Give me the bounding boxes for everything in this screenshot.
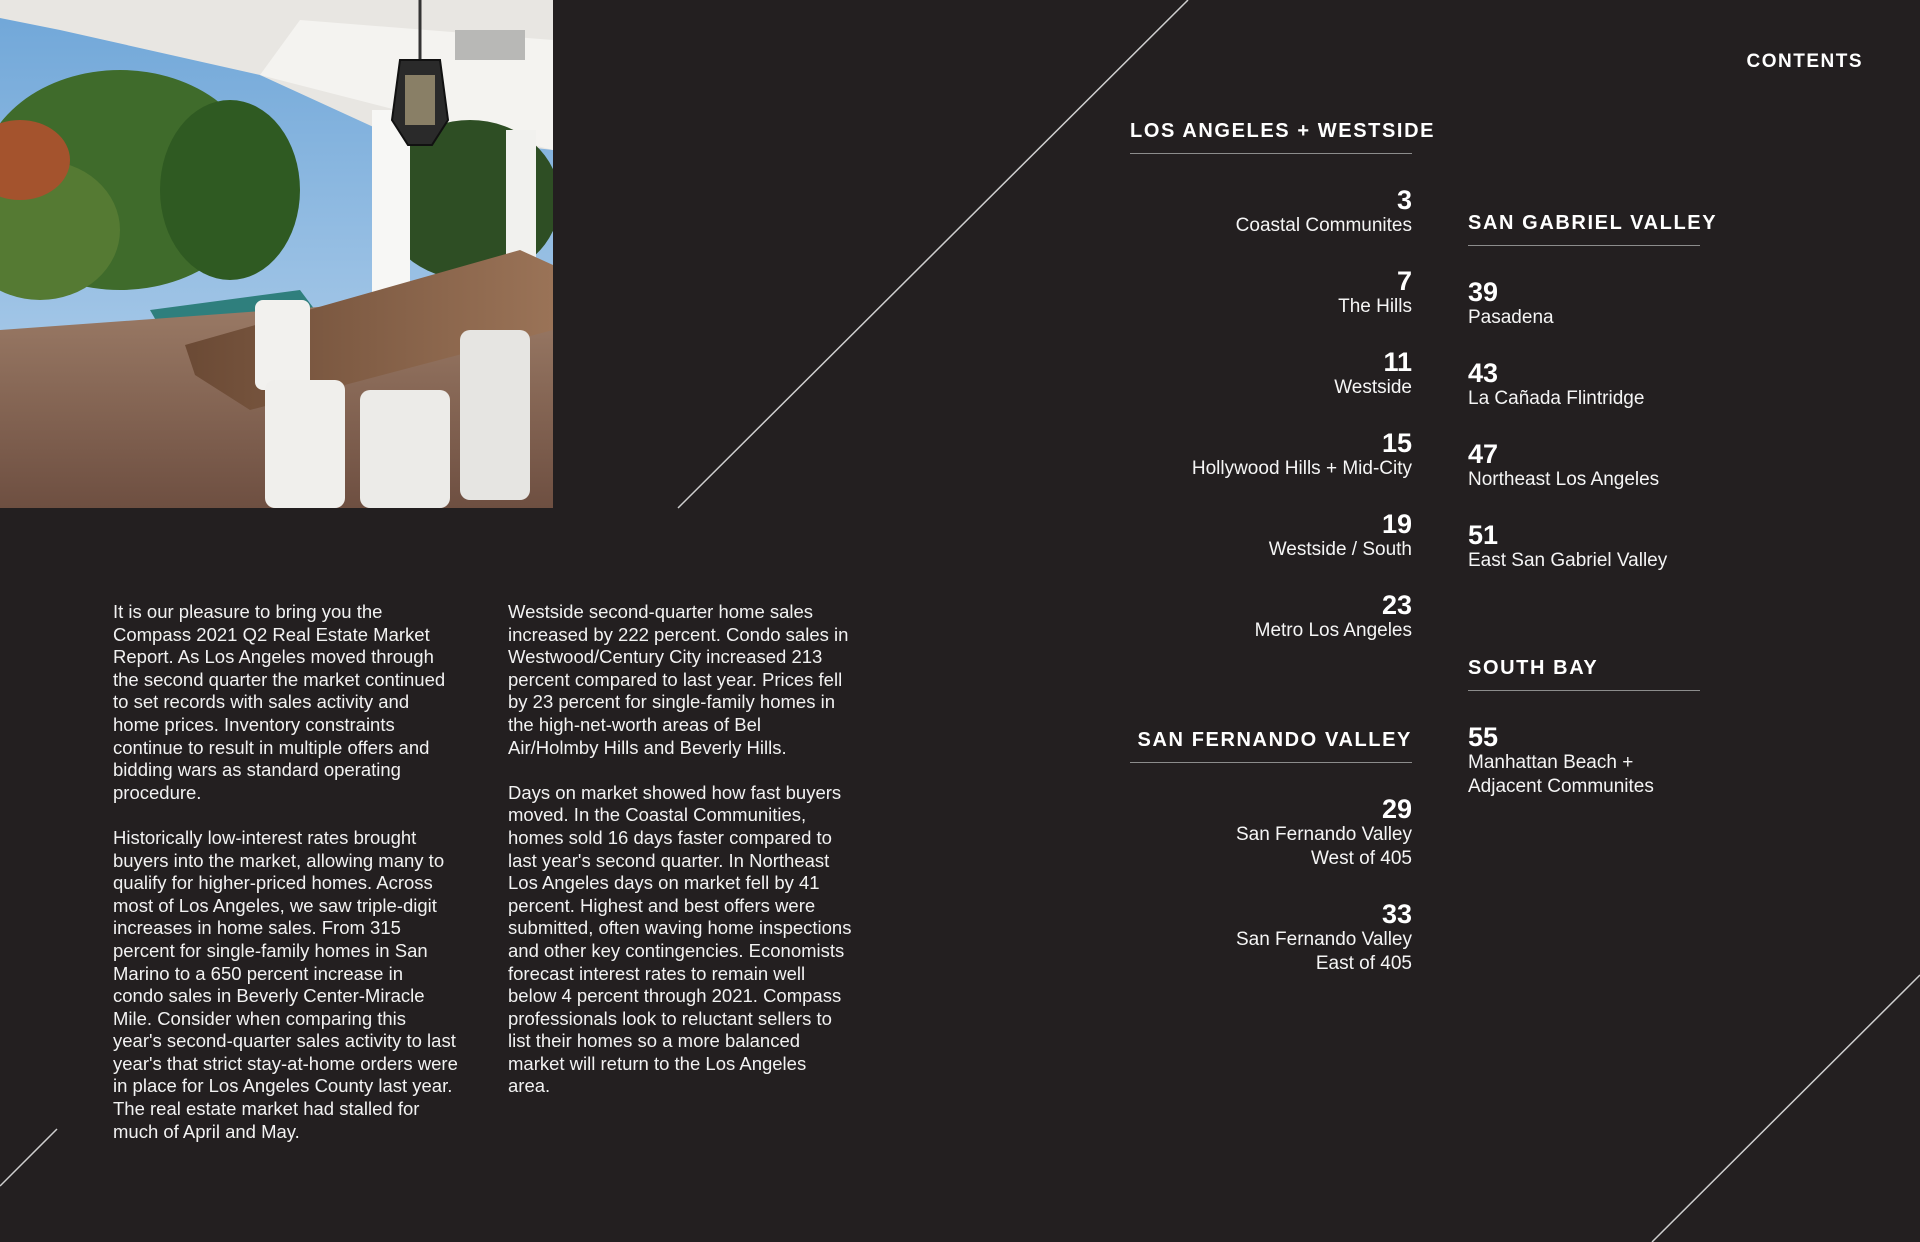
toc-entry[interactable] <box>1130 429 1412 481</box>
toc-entry[interactable] <box>1130 186 1412 238</box>
entry-label-line2: Adjacent Communites <box>1468 776 1654 797</box>
entry-label: Coastal Communites <box>1235 215 1412 236</box>
page-number: 23 <box>1381 590 1412 620</box>
entry-label-line2: East of 405 <box>1315 953 1412 974</box>
page-number: 7 <box>1396 266 1412 296</box>
toc-section-san-gabriel <box>1468 212 1718 573</box>
entry-label: Pasadena <box>1468 307 1554 328</box>
page-number: 39 <box>1468 277 1499 307</box>
intro-paragraph: Days on market showed how fast buyers moved. In the Coastal Communities, homes sold 16 days faster compared to last year's second quarter. In Northeast Los Angeles days on market fell by 41 percent. Highest and best offers were submitted, often waving home inspections and other key contingencies. Economists forecast interest rates to remain well below 4 percent through 2021. Compass professionals look to reluctant sellers to list their homes so a more balanced market will return to the Los Angeles area. <box>508 781 852 1097</box>
entry-label: Manhattan Beach + <box>1468 752 1634 773</box>
toc-entry[interactable] <box>1468 723 1700 799</box>
page-number: 11 <box>1383 347 1412 377</box>
toc-entry[interactable] <box>1468 440 1700 492</box>
toc-entry[interactable] <box>1468 278 1700 330</box>
intro-paragraph: It is our pleasure to bring you the Compass 2021 Q2 Real Estate Market Report. As Los Angeles moved through the second quarter the market continued to set records with sales activity and home prices. Inventory constraints continue to result in multiple offers and bidding wars as standard operating procedure. <box>113 601 446 803</box>
entry-label: Metro Los Angeles <box>1254 620 1412 641</box>
entry-label: Westside <box>1334 377 1412 398</box>
toc-entry[interactable] <box>1130 348 1412 400</box>
page-number: 15 <box>1381 428 1412 458</box>
entry-label: La Cañada Flintridge <box>1468 388 1645 409</box>
toc-section-south-bay <box>1468 657 1700 799</box>
section-title: LOS ANGELES + WESTSIDE <box>1130 120 1412 154</box>
page-number: 33 <box>1381 899 1412 929</box>
section-title: SAN GABRIEL VALLEY <box>1468 212 1700 246</box>
patio-dining-photo <box>0 0 553 508</box>
toc-entry[interactable] <box>1130 900 1412 976</box>
toc-section-san-fernando <box>1130 729 1412 976</box>
intro-column-2 <box>508 601 853 1121</box>
intro-column-1 <box>113 601 458 1166</box>
toc-entry[interactable] <box>1130 267 1412 319</box>
toc-entry[interactable] <box>1468 521 1700 573</box>
entry-label: San Fernando Valley <box>1235 929 1412 950</box>
toc-section-la-westside <box>1130 120 1436 643</box>
entry-label: Hollywood Hills + Mid-City <box>1191 458 1412 479</box>
toc-entry[interactable] <box>1130 510 1412 562</box>
section-title: SAN FERNANDO VALLEY <box>1130 729 1412 763</box>
toc-entry[interactable] <box>1468 359 1700 411</box>
page-number: 19 <box>1381 509 1412 539</box>
entry-label: Northeast Los Angeles <box>1468 469 1660 490</box>
page-number: 47 <box>1468 439 1499 469</box>
intro-paragraph: Historically low-interest rates brought buyers into the market, allowing many to qualify for higher-priced homes. Across most of Los Angeles, we saw triple-digit increases in home sales. From 315 percent for single-family homes in San Marino to a 650 percent increase in condo sales in Beverly Center-Miracle Mile. Consider when comparing this year's second-quarter sales activity to last year's that strict stay-at-home orders were in place for Los Angeles County last year. The real estate market had stalled for much of April and May. <box>113 826 458 1142</box>
entry-label: East San Gabriel Valley <box>1468 550 1668 571</box>
section-title: SOUTH BAY <box>1468 657 1700 691</box>
entry-label-line2: West of 405 <box>1310 848 1412 869</box>
page-number: 29 <box>1381 794 1412 824</box>
intro-paragraph: Westside second-quarter home sales increased by 222 percent. Condo sales in Westwood/Century City increased 213 percent compared to last year. Prices fell by 23 percent for single-family homes in the high-net-worth areas of Bel Air/Holmby Hills and Beverly Hills. <box>508 601 849 758</box>
toc-entry[interactable] <box>1130 591 1412 643</box>
contents-label: CONTENTS <box>1746 51 1863 72</box>
entry-label: Westside / South <box>1268 539 1412 560</box>
page-number: 3 <box>1396 185 1412 215</box>
page-number: 51 <box>1468 520 1499 550</box>
page-number: 43 <box>1468 358 1499 388</box>
page-number: 55 <box>1468 722 1499 752</box>
toc-entry[interactable] <box>1130 795 1412 871</box>
entry-label: The Hills <box>1338 296 1412 317</box>
entry-label: San Fernando Valley <box>1235 824 1412 845</box>
